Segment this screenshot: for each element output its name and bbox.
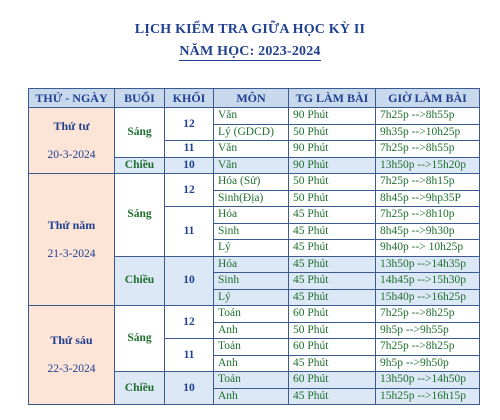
grade-cell: 12 xyxy=(165,108,214,141)
subject-cell: Lý (GDCD) xyxy=(214,124,289,141)
day-date: 21-3-2024 xyxy=(47,247,96,260)
header-session: BUỔI xyxy=(115,89,165,108)
time-cell: 13h50p -->14h35p xyxy=(376,256,480,273)
duration-cell: 90 Phút xyxy=(289,108,376,125)
header-time: GIỜ LÀM BÀI xyxy=(376,89,480,108)
session-cell: Chiều xyxy=(115,256,165,306)
subject-cell: Toán xyxy=(214,372,289,389)
header-subject: MÔN xyxy=(214,89,289,108)
subject-cell: Anh xyxy=(214,322,289,339)
duration-cell: 60 Phút xyxy=(289,339,376,356)
subject-cell: Hóa (Sử) xyxy=(214,174,289,191)
session-cell: Sáng xyxy=(115,174,165,257)
header-grade: KHỐI xyxy=(165,89,214,108)
day-name: Thứ năm xyxy=(47,217,96,232)
grade-cell: 12 xyxy=(165,174,214,207)
day-name: Thứ tư xyxy=(53,118,90,133)
duration-cell: 90 Phút xyxy=(289,141,376,158)
time-cell: 7h25p -->8h55p xyxy=(376,108,480,125)
duration-cell: 50 Phút xyxy=(289,322,376,339)
time-cell: 7h25p -->8h25p xyxy=(376,339,480,356)
session-cell: Chiều xyxy=(115,372,165,405)
day-name: Thứ sáu xyxy=(50,333,93,347)
time-cell: 9h35p -->10h25p xyxy=(376,124,480,141)
duration-cell: 45 Phút xyxy=(289,223,376,240)
school-year-text: NĂM HỌC: 2023-2024 xyxy=(179,44,321,59)
subject-cell: Toán xyxy=(214,339,289,356)
day-cell xyxy=(29,306,115,405)
duration-cell: 45 Phút xyxy=(289,355,376,372)
subject-cell: Văn xyxy=(214,157,289,174)
subject-cell: Sinh xyxy=(214,223,289,240)
schedule-title: LỊCH KIỂM TRA GIỮA HỌC KỲ II xyxy=(134,22,366,37)
subject-cell: Hóa xyxy=(214,207,289,224)
session-cell: Chiều xyxy=(115,157,165,174)
grade-cell: 11 xyxy=(165,339,214,372)
subject-cell: Anh xyxy=(214,355,289,372)
time-cell: 7h25p -->8h55p xyxy=(376,141,480,158)
subject-cell: Toán xyxy=(214,306,289,323)
subject-cell: Văn xyxy=(214,108,289,125)
day-cell xyxy=(29,108,115,174)
duration-cell: 60 Phút xyxy=(289,372,376,389)
grade-cell: 10 xyxy=(165,372,214,405)
duration-cell: 50 Phút xyxy=(289,124,376,141)
time-cell: 7h25p -->8h10p xyxy=(376,207,480,224)
time-cell: 9h40p --> 10h25p xyxy=(376,240,480,257)
duration-cell: 45 Phút xyxy=(289,388,376,405)
subject-cell: Hóa xyxy=(214,256,289,273)
grade-cell: 10 xyxy=(165,157,214,174)
grade-cell: 12 xyxy=(165,306,214,339)
table-row xyxy=(29,108,480,125)
time-cell: 7h25p -->8h15p xyxy=(376,174,480,191)
grade-cell: 10 xyxy=(165,256,214,306)
header-duration: TG LÀM BÀI xyxy=(289,89,376,108)
subject-cell: Lý xyxy=(214,289,289,306)
subject-cell: Sinh xyxy=(214,273,289,290)
time-cell: 9h5p -->9h55p xyxy=(376,322,480,339)
time-cell: 13h50p -->14h50p xyxy=(376,372,480,389)
time-cell: 15h40p -->16h25p xyxy=(376,289,480,306)
subject-cell: Lý xyxy=(214,240,289,257)
time-cell: 13h50p -->15h20p xyxy=(376,157,480,174)
school-year-title xyxy=(0,44,500,60)
session-cell: Sáng xyxy=(115,108,165,158)
grade-cell: 11 xyxy=(165,207,214,257)
time-cell: 14h45p -->15h30p xyxy=(376,273,480,290)
time-cell: 15h25p -->16h15p xyxy=(376,388,480,405)
duration-cell: 50 Phút xyxy=(289,174,376,191)
duration-cell: 45 Phút xyxy=(289,207,376,224)
time-cell: 8h45p -->9hp35P xyxy=(376,190,480,207)
table-row xyxy=(29,306,480,323)
duration-cell: 50 Phút xyxy=(289,190,376,207)
subject-cell: Sinh(Địa) xyxy=(214,190,289,207)
time-cell: 7h25p -->8h25p xyxy=(376,306,480,323)
duration-cell: 45 Phút xyxy=(289,273,376,290)
duration-cell: 45 Phút xyxy=(289,289,376,306)
grade-cell: 11 xyxy=(165,141,214,158)
subject-cell: Anh xyxy=(214,388,289,405)
subject-cell: Văn xyxy=(214,141,289,158)
table-row xyxy=(29,174,480,191)
duration-cell: 90 Phút xyxy=(289,157,376,174)
day-cell xyxy=(29,174,115,306)
time-cell: 9h5p -->9h50p xyxy=(376,355,480,372)
header-row xyxy=(29,89,480,108)
header-day: THỨ - NGÀY xyxy=(29,89,115,108)
day-date: 22-3-2024 xyxy=(47,363,96,375)
time-cell: 8h45p -->9h30p xyxy=(376,223,480,240)
duration-cell: 45 Phút xyxy=(289,256,376,273)
exam-schedule-table xyxy=(28,88,480,405)
day-date: 20-3-2024 xyxy=(47,148,96,161)
session-cell: Sáng xyxy=(115,306,165,372)
duration-cell: 45 Phút xyxy=(289,240,376,257)
duration-cell: 60 Phút xyxy=(289,306,376,323)
